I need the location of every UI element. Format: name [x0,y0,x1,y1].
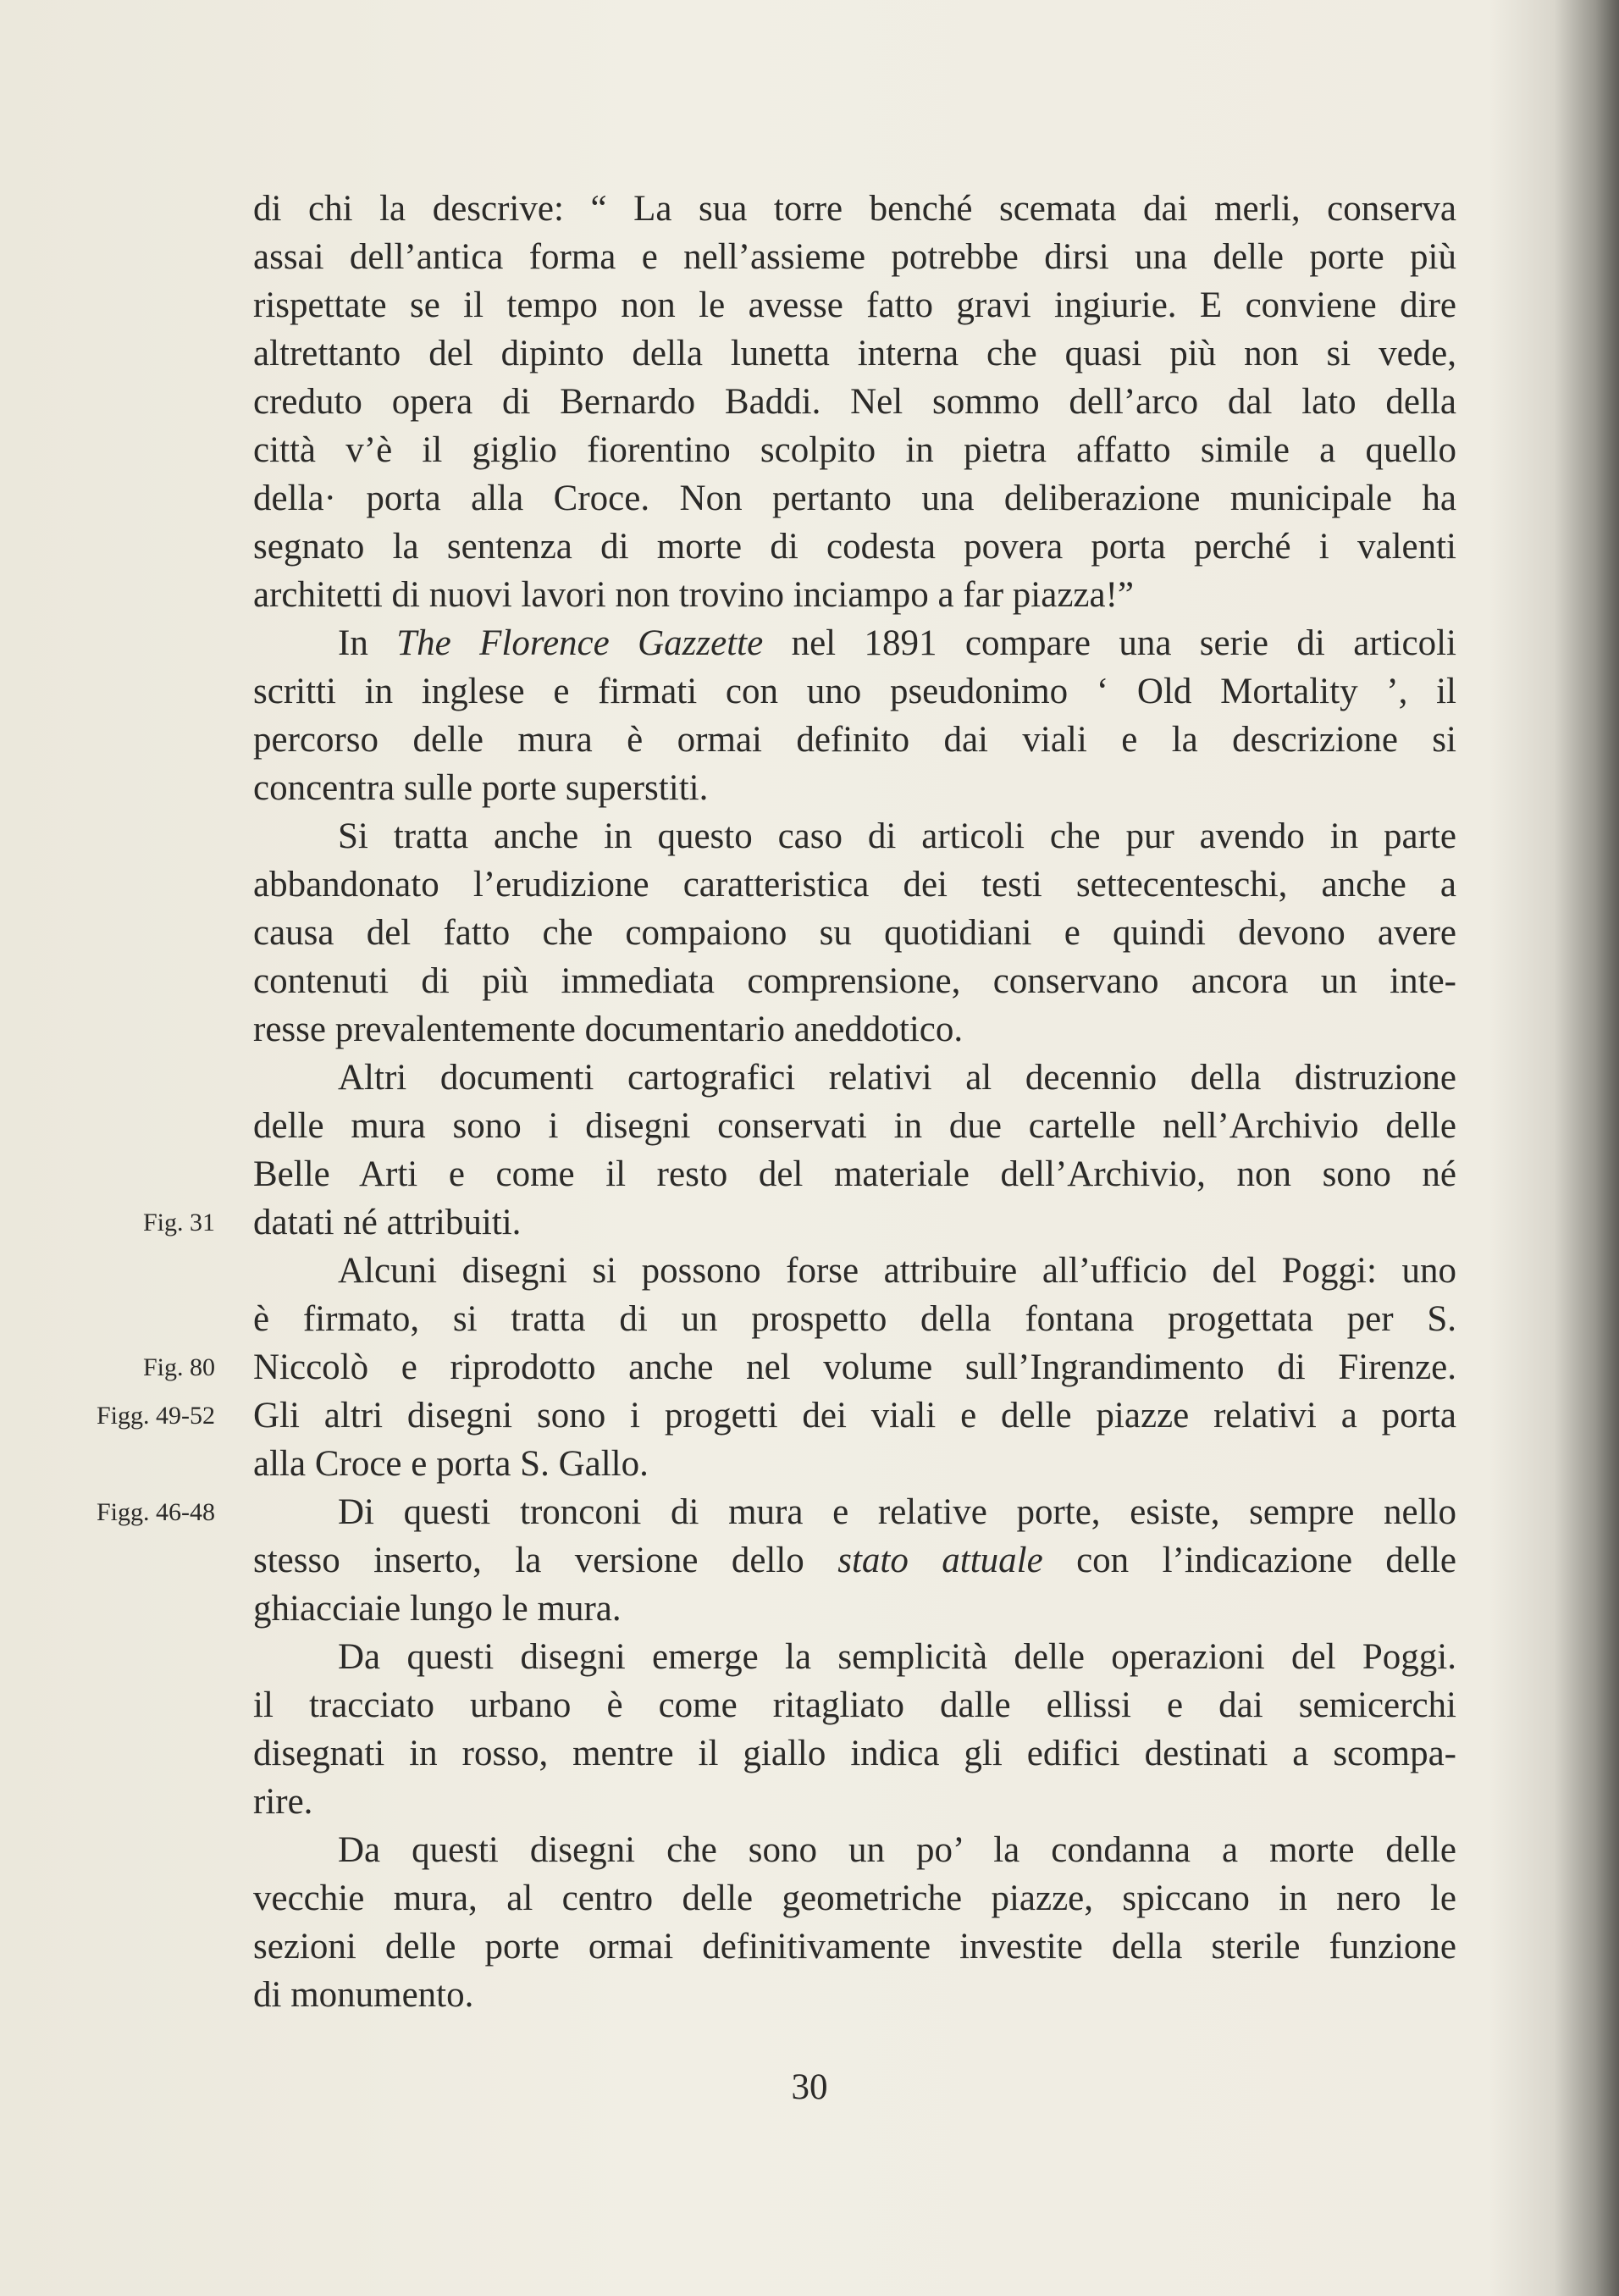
text-segment: ghiacciaie lungo le mura. [253,1589,622,1629]
text-segment: stesso inserto, la versione dello [253,1541,838,1580]
text-segment: alla Croce e porta S. Gallo. [253,1444,649,1484]
text-segment: di chi la descrive: “ La sua torre benché scemata dai merli, conserva [253,189,1456,229]
text-line [253,909,1456,957]
text-segment: concentra sulle porte superstiti. [253,768,709,808]
text-line [253,233,1456,281]
text-line [253,1150,1456,1198]
text-segment: scritti in inglese e firmati con uno pseudonimo ‘ Old Mortality ’, il [253,672,1456,711]
text-segment: Da questi disegni che sono un po’ la condanna a morte delle [338,1830,1456,1870]
text-segment: Niccolò e riprodotto anche nel volume sull’Ingrandimento di Firenze. [253,1347,1456,1387]
text-line [253,764,1456,812]
text-line [253,378,1456,426]
text-line [253,281,1456,329]
text-segment: altrettanto del dipinto della lunetta interna che quasi più non si vede, [253,334,1456,373]
italic-title: stato attuale [837,1541,1043,1580]
text-segment: Si tratta anche in questo caso di articoli che pur avendo in parte [338,816,1456,856]
text-segment: nel 1891 compare una serie di articoli [763,623,1456,663]
margin-figure-reference: Figg. 46-48 [96,1498,215,1526]
text-line [253,523,1456,571]
text-line [253,1488,1456,1536]
italic-title: The Florence Gazzette [396,623,764,663]
text-line [253,329,1456,378]
text-line [253,1729,1456,1778]
margin-figure-reference: Figg. 49-52 [96,1402,215,1430]
text-segment: città v’è il giglio fiorentino scolpito in pietra affatto simile a quello [253,430,1456,470]
text-segment: il tracciato urbano è come ritagliato dalle ellissi e dai semicerchi [253,1685,1456,1725]
text-segment: rire. [253,1782,313,1822]
text-segment: sezioni delle porte ormai definitivamente investite della sterile funzione [253,1927,1456,1967]
text-line [253,1391,1456,1440]
text-segment: è firmato, si tratta di un prospetto della fontana progettata per S. [253,1299,1456,1339]
text-segment: creduto opera di Bernardo Baddi. Nel sommo dell’arco dal lato della [253,382,1456,422]
text-segment: In [338,623,397,663]
text-segment: vecchie mura, al centro delle geometriche piazze, spiccano in nero le [253,1878,1456,1918]
text-line [253,1681,1456,1729]
text-line [253,1005,1456,1054]
text-line [253,426,1456,474]
text-line [253,667,1456,716]
text-segment: Altri documenti cartografici relativi al decennio della distruzione [338,1058,1456,1098]
text-line [253,1778,1456,1826]
text-line [253,1826,1456,1874]
text-line [253,1247,1456,1295]
text-segment: contenuti di più immediata comprensione, conservano ancora un inte- [253,961,1456,1001]
text-line [253,860,1456,909]
text-line [253,1536,1456,1585]
text-segment: Belle Arti e come il resto del materiale dell’Archivio, non sono né [253,1154,1456,1194]
text-segment: Gli altri disegni sono i progetti dei viali e delle piazze relativi a porta [253,1396,1456,1436]
text-line [253,1295,1456,1343]
text-line [253,1198,1456,1247]
text-line [253,1971,1456,2019]
text-line [253,1440,1456,1488]
text-line [253,1343,1456,1391]
text-line [253,1585,1456,1633]
margin-figure-reference: Fig. 31 [142,1209,215,1237]
text-segment: disegnati in rosso, mentre il giallo indica gli edifici destinati a scompa- [253,1734,1456,1773]
text-segment: percorso delle mura è ormai definito dai viali e la descrizione si [253,720,1456,760]
text-segment: di monumento. [253,1975,474,2015]
text-segment: rispettate se il tempo non le avesse fatto gravi ingiurie. E conviene dire [253,285,1456,325]
text-line [253,1102,1456,1150]
text-line [253,1874,1456,1923]
text-line [253,1633,1456,1681]
text-segment: resse prevalentemente documentario aneddotico. [253,1010,964,1049]
text-line [253,1923,1456,1971]
text-line [253,571,1456,619]
text-line [253,619,1456,667]
text-line [253,1054,1456,1102]
text-segment: Alcuni disegni si possono forse attribuire all’ufficio del Poggi: uno [338,1251,1456,1291]
text-line [253,812,1456,860]
margin-figure-reference: Fig. 80 [142,1353,215,1381]
text-segment: con l’indicazione delle [1042,1541,1456,1580]
text-segment: architetti di nuovi lavori non trovino inciampo a far piazza!” [253,575,1134,615]
text-line [253,957,1456,1005]
text-line [253,716,1456,764]
text-segment: Da questi disegni emerge la semplicità delle operazioni del Poggi. [338,1637,1456,1677]
text-line [253,474,1456,523]
text-line [253,185,1456,233]
text-segment: abbandonato l’erudizione caratteristica dei testi settecenteschi, anche a [253,865,1456,905]
text-segment: segnato la sentenza di morte di codesta povera porta perché i valenti [253,527,1456,567]
text-segment: delle mura sono i disegni conservati in due cartelle nell’Archivio delle [253,1106,1456,1146]
text-segment: datati né attribuiti. [253,1203,522,1242]
text-segment: assai dell’antica forma e nell’assieme potrebbe dirsi una delle porte più [253,237,1456,277]
page-number: 30 [791,2067,828,2107]
text-segment: causa del fatto che compaiono su quotidiani e quindi devono avere [253,913,1456,953]
text-segment: Di questi tronconi di mura e relative porte, esiste, sempre nello [338,1492,1456,1532]
text-segment: della· porta alla Croce. Non pertanto una deliberazione municipale ha [253,479,1456,518]
